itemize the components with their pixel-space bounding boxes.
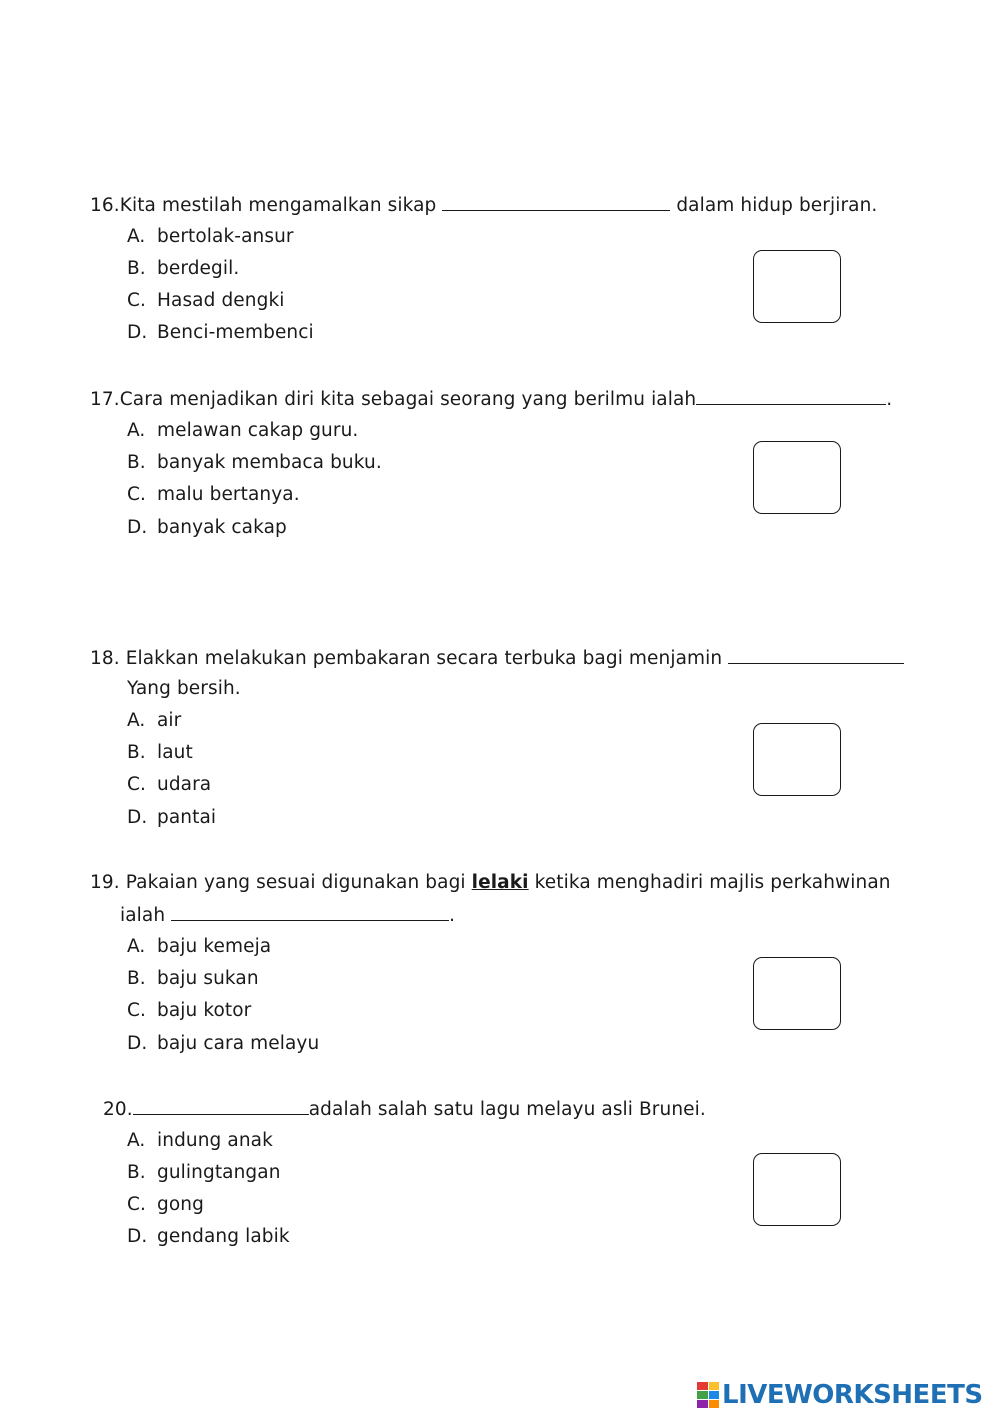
option-a: A. melawan cakap guru. xyxy=(127,420,359,441)
option-c: C. malu bertanya. xyxy=(127,484,300,505)
question-16-stem xyxy=(90,193,877,218)
answer-box-18[interactable] xyxy=(753,723,841,796)
logo-mark-tile xyxy=(697,1400,708,1408)
answer-box-16[interactable] xyxy=(753,250,841,323)
stem-text: ketika menghadiri majlis perkahwinan xyxy=(528,872,891,893)
answer-blank xyxy=(133,1097,309,1115)
answer-box-17[interactable] xyxy=(753,441,841,514)
answer-blank xyxy=(728,646,904,664)
answer-box-20[interactable] xyxy=(753,1153,841,1226)
option-c: C. Hasad dengki xyxy=(127,290,285,311)
logo-mark-tile xyxy=(697,1391,708,1399)
option-d: D. Benci-membenci xyxy=(127,322,314,343)
option-c: C. baju kotor xyxy=(127,1000,252,1021)
option-c: C. gong xyxy=(127,1194,204,1215)
logo-mark-tile xyxy=(709,1382,720,1390)
stem-emphasis: lelaki xyxy=(471,872,529,893)
question-17-stem xyxy=(90,387,892,412)
option-d: D. baju cara melayu xyxy=(127,1033,320,1054)
stem-text: Cara menjadikan diri kita sebagai seorang yang berilmu ialah xyxy=(119,389,697,410)
option-b: B. laut xyxy=(127,742,193,763)
option-d: D. pantai xyxy=(127,807,217,828)
answer-blank xyxy=(442,193,670,211)
liveworksheets-logo xyxy=(697,1380,983,1410)
question-number: 20. xyxy=(103,1099,133,1120)
option-a: A. indung anak xyxy=(127,1130,273,1151)
logo-text: LIVEWORKSHEETS xyxy=(722,1380,983,1410)
answer-blank xyxy=(171,903,449,921)
option-a: A. baju kemeja xyxy=(127,936,272,957)
stem-text: adalah salah satu lagu melayu asli Brunei. xyxy=(308,1099,706,1120)
option-d: D. gendang labik xyxy=(127,1226,290,1247)
option-b: B. gulingtangan xyxy=(127,1162,281,1183)
option-a: A. air xyxy=(127,710,182,731)
option-c: C. udara xyxy=(127,774,212,795)
answer-blank xyxy=(696,387,886,405)
question-18-stem xyxy=(90,646,904,671)
logo-mark-icon xyxy=(697,1382,719,1408)
option-b: B. banyak membaca buku. xyxy=(127,452,382,473)
stem-text: Pakaian yang sesuai digunakan bagi xyxy=(119,872,472,893)
logo-mark-tile xyxy=(697,1382,708,1390)
option-b: B. berdegil. xyxy=(127,258,240,279)
logo-mark-tile xyxy=(709,1400,720,1408)
answer-box-19[interactable] xyxy=(753,957,841,1030)
option-d: D. banyak cakap xyxy=(127,517,287,538)
stem-text: . xyxy=(886,389,893,410)
stem-text: dalam hidup berjiran. xyxy=(670,195,878,216)
question-19-stem-line2: ialah . xyxy=(120,905,456,926)
question-number: 17. xyxy=(90,389,120,410)
question-18-stem-line2: Yang bersih. xyxy=(127,678,241,699)
stem-text: Elakkan melakukan pembakaran secara terbuka bagi menjamin xyxy=(119,648,729,669)
question-19-stem xyxy=(90,871,891,895)
question-20-stem xyxy=(103,1097,706,1122)
logo-mark-tile xyxy=(709,1391,720,1399)
option-a: A. bertolak-ansur xyxy=(127,226,294,247)
option-b: B. baju sukan xyxy=(127,968,259,989)
stem-text: Kita mestilah mengamalkan sikap xyxy=(119,195,443,216)
question-number: 16. xyxy=(90,195,120,216)
question-number: 18. xyxy=(90,648,120,669)
question-number: 19. xyxy=(90,872,120,893)
